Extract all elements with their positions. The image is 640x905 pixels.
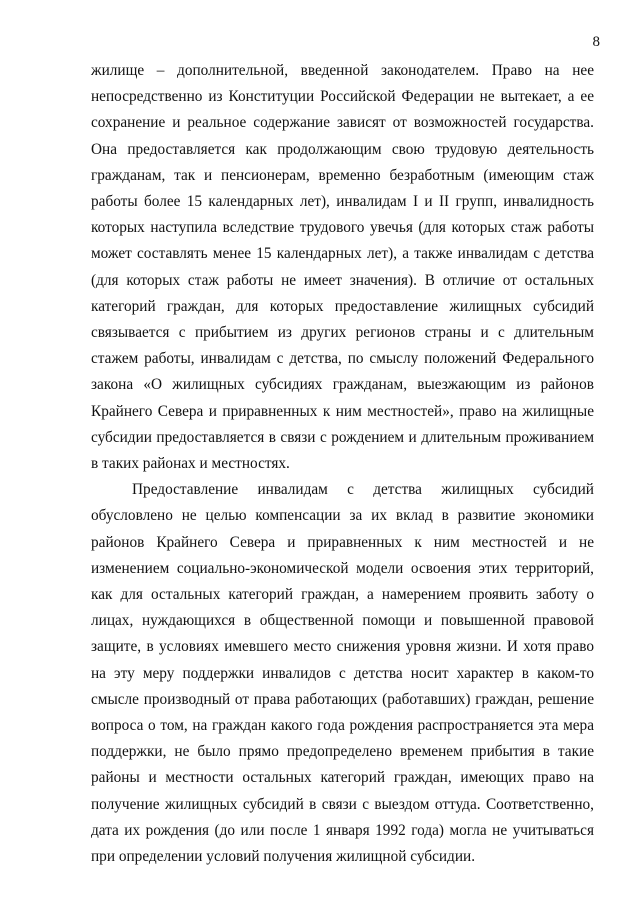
paragraph-continuation: жилище – дополнительной, введенной законодателем. Право на нее непосредственно из Конституции Российской Федерации не вытекает, а ее сохранение и реальное содержание зависят от возможностей государства. Она предоставляется как продолжающим свою трудовую деятельность гражданам, так и пенсионерам, временно безработным (имеющим стаж работы более 15 календарных лет), инвалидам I и II групп, инвалидность которых наступила вследствие трудового увечья (для которых стаж работы может составлять менее 15 календарных лет), а также инвалидам с детства (для которых стаж работы не имеет значения). В отличие от остальных категорий граждан, для которых предоставление жилищных субсидий связывается с прибытием из других регионов страны и с длительным стажем работы, инвалидам с детства, по смыслу положений Федерального закона «О жилищных субсидиях гражданам, выезжающим из районов Крайнего Севера и приравненных к ним местностей», право на жилищные субсидии предоставляется в связи с рождением и длительным проживанием в таких районах и местностях. — [91, 62, 594, 473]
paragraph: Предоставление инвалидам с детства жилищных субсидий обусловлено не целью компенсации за их вклад в развитие экономики районов Крайнего Севера и приравненных к ним местностей и не изменением социально-экономической модели освоения этих территорий, как для остальных категорий граждан, а намерением проявить заботу о лицах, нуждающихся в общественной помощи и повышенной правовой защите, в условиях имевшего место снижения уровня жизни. И хотя право на эту меру поддержки инвалидов с детства носит характер в каком-то смысле производный от права работающих (работавших) граждан, решение вопроса о том, на граждан какого года рождения распространяется эта мера поддержки, не было прямо предопределено временем прибытия в такие районы и местности остальных категорий граждан, имеющих право на получение жилищных субсидий в связи с выездом оттуда. Соответственно, дата их рождения (до или после 1 января 1992 года) могла не учитываться при определении условий получения жилищной субсидии. — [91, 481, 594, 866]
page-number: 8 — [592, 34, 600, 50]
document-body — [91, 58, 594, 870]
